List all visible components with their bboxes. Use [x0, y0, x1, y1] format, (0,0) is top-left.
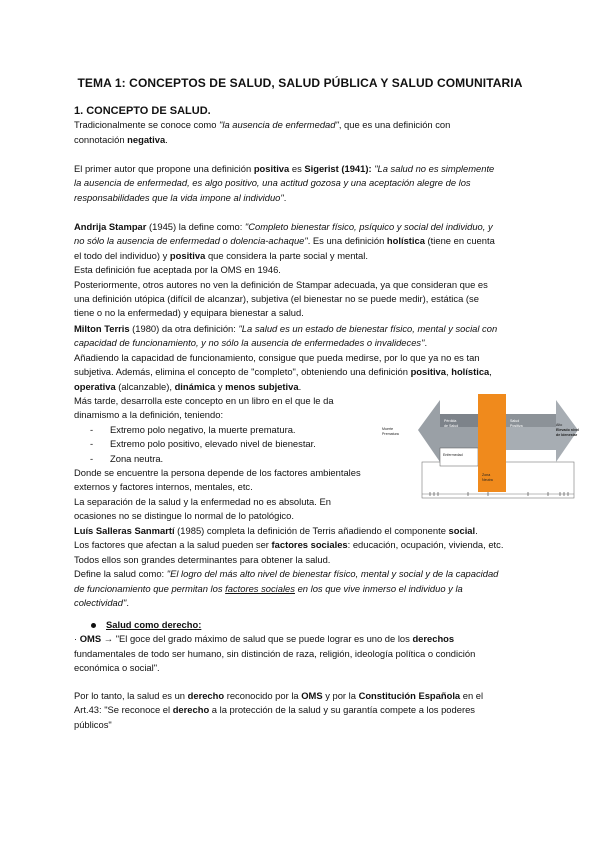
health-continuum-diagram	[378, 392, 588, 504]
section-derecho	[74, 618, 530, 676]
section-heading: 1. CONCEPTO DE SALUD.	[74, 105, 211, 117]
center-left-label: Pérdida	[444, 419, 457, 423]
center-right-label: Salud	[510, 419, 520, 423]
paragraph-stampar: Andrija Stampar (1945) la define como: "Completo bienestar físico, psíquico y social del individuo, y no sólo la ausencia de enfermedad o dolencia-achaque". Es una definición holística (tiene en cuenta el todo del individuo) y positiva que considera la parte social y mental. Esta definición fue aceptada por la OMS en 1946. Posteriormente, otros autores no ven la definición de Stampar adecuada, ya que consideran que es una definición utópica (difícil de alcanzar), subjetiva (el bienestar no se puede medir), estática (se tiene o no la enfermedad) y equipara bienestar a salud.	[74, 221, 495, 319]
paragraph-constitucion: Por lo tanto, la salud es un derecho reconocido por la OMS y por la Constitución Española en el Art.43: "Se reconoce el derecho a la protección de la salud y su garantía compete a los poderes públicos"	[74, 690, 484, 730]
page-title: TEMA 1: CONCEPTOS DE SALUD, SALUD PÚBLICA Y SALUD COMUNITARIA	[77, 76, 523, 90]
right-label: de bienestar	[556, 433, 578, 437]
paragraph-sigerist: El primer autor que propone una definición positiva es Sigerist (1941): "La salud no es simplemente la ausencia de enfermedad, es algo positivo, una actitud gozosa y una aceptación alegre de los responsabilidades que la vida impone al individuo".	[74, 163, 495, 203]
center-left-label: de Salud	[444, 424, 459, 428]
center-right-label: Positiva	[510, 424, 523, 428]
bullet-heading: Salud como derecho:	[74, 618, 530, 632]
paragraph-salleras: Luís Salleras Sanmartí (1985) completa la definición de Terris añadiendo el componente social. Los factores que afectan a la salud pueden ser factores sociales: educación, ocupación, vivienda, etc. Todos ellos son grandes determinantes para obtener la salud. Define la salud como: "El logro del más alto nivel de bienestar físico, mental y social y de la capacidad de funcionamiento que permitan los factores sociales en los que vive inmerso el individuo y la colectividad".	[74, 525, 504, 609]
list-item: - Zona neutra.	[74, 452, 530, 466]
left-label: Prematura	[382, 432, 399, 436]
zona-neutra-label: Zona	[482, 473, 491, 477]
right-label: Elevado nivel	[556, 428, 579, 432]
list-item: - Extremo polo negativo, la muerte prematura.	[74, 423, 530, 437]
left-label: Muerte	[382, 427, 394, 431]
section-concepto-salud	[74, 104, 530, 147]
paragraph-oms: · OMS → "El goce del grado máximo de salud que se puede lograr es uno de los derechos fundamentales de todo ser humano, sin distinción de raza, religión, ideología política o condición económica o social".	[74, 633, 476, 674]
enfermedad-box	[440, 448, 478, 466]
enfermedad-label: Enfermedad	[443, 453, 463, 457]
bullet-dot	[91, 623, 96, 628]
zona-neutra-label: Neutra	[482, 478, 493, 482]
paragraph-tradicional: Tradicionalmente se conoce como "la ausencia de enfermedad", que es una definición con connotación negativa.	[74, 119, 451, 145]
right-label: Alto	[556, 423, 563, 427]
paragraph-terris: Milton Terris (1980) da otra definición: "La salud es un estado de bienestar físico, mental y social con capacidad de funcionamiento, y no sólo la ausencia de enfermedades o invalideces". Añadiendo la capacidad de funcionamiento, consigue que pueda medirse, por lo que ya no es tan subjetiva. Además, elimina el concepto de "completo", obteniendo una definición positiva, holística, operativa (alcanzable), dinámica y menos subjetiva. Más tarde, desarrolla este concepto en un libro en el que le da dinamismo a la definición, teniendo: - Extremo polo negativo, la muerte prematura. - Extremo polo positivo, elevado nivel de bienestar. - Zona neutra. Donde se encuentre la persona depende de los factores ambientales externos y factores internos, mentales, etc. La separación de la salud y la enfermedad no es absoluta. En ocasiones no se distingue lo normal de lo patológico.	[74, 322, 530, 524]
list-item: - Extremo polo positivo, elevado nivel de bienestar.	[74, 437, 530, 451]
